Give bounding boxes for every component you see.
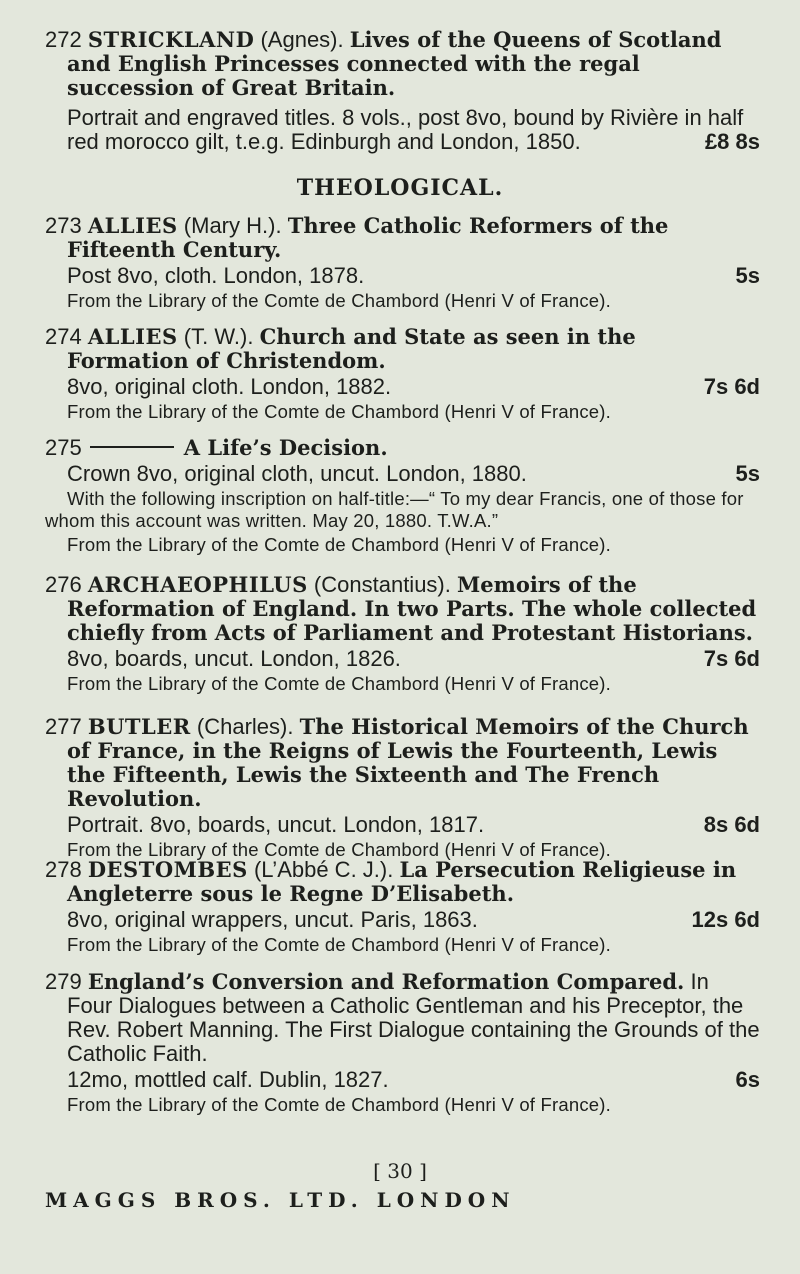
entry-277	[45, 715, 760, 861]
entry-279	[45, 970, 760, 1116]
entry-details: 8vo, original cloth. London, 1882.	[67, 374, 392, 399]
entry-heading	[45, 970, 760, 1066]
entry-details: Crown 8vo, original cloth, uncut. London, 1880.	[67, 461, 527, 486]
entry-author: ALLIES	[87, 324, 178, 349]
entry-provenance: From the Library of the Comte de Chambord (Henri V of France).	[67, 401, 611, 422]
entry-details-row	[45, 813, 760, 837]
entry-number: 278	[45, 857, 82, 882]
entry-author-forename: (Charles).	[196, 714, 294, 739]
entry-author: STRICKLAND	[87, 27, 255, 52]
entry-details-row	[45, 375, 760, 399]
entry-number: 273	[45, 213, 82, 238]
entry-heading	[45, 325, 760, 373]
entry-number: 279	[45, 969, 82, 994]
entry-author: DESTOMBES	[87, 857, 248, 882]
entry-inscription: With the following inscription on half-title:—“ To my dear Francis, one of those for whom this account was written. May 20, 1880. T.W.A.”	[45, 488, 744, 531]
entry-author-forename: (T. W.).	[183, 324, 254, 349]
entry-author-forename: (Constantius).	[313, 572, 451, 597]
entry-price: 7s 6d	[703, 374, 760, 399]
entry-273	[45, 214, 760, 312]
entry-278	[45, 858, 760, 956]
entry-details-row	[45, 462, 760, 486]
publisher-footer: MAGGS BROS. LTD. LONDON	[45, 1188, 516, 1212]
entry-provenance: From the Library of the Comte de Chambord (Henri V of France).	[67, 839, 611, 860]
entry-provenance: From the Library of the Comte de Chambord (Henri V of France).	[67, 934, 611, 955]
entry-heading	[45, 858, 760, 906]
entry-provenance: From the Library of the Comte de Chambord (Henri V of France).	[67, 290, 611, 311]
entry-title: The Historical Memoirs of the Church of France, in the Reigns of Lewis the Fourteenth, Lewis the Fifteenth, Lewis the Sixteenth and The French Revolution.	[67, 714, 749, 811]
entry-price: 5s	[735, 263, 760, 288]
entry-provenance: From the Library of the Comte de Chambord (Henri V of France).	[67, 673, 611, 694]
entry-author: ALLIES	[87, 213, 178, 238]
entry-number: 274	[45, 324, 82, 349]
page-number: [ 30 ]	[373, 1159, 427, 1183]
entry-heading	[45, 573, 760, 645]
entry-subtitle: In Four Dialogues between a Catholic Gentleman and his Preceptor, the Rev. Robert Manning. The First Dialogue containing the Grounds of the Catholic Faith.	[67, 969, 760, 1066]
entry-details-row	[45, 647, 760, 671]
entry-author-forename: (Agnes).	[260, 27, 344, 52]
entry-author: ARCHAEOPHILUS	[87, 572, 308, 597]
entry-heading	[45, 214, 760, 262]
entry-276	[45, 573, 760, 695]
entry-title: Lives of the Queens of Scotland and English Princesses connected with the regal succession of Great Britain.	[67, 27, 722, 100]
entry-title: Memoirs of the Reformation of England. In two Parts. The whole collected chiefly from Acts of Parliament and Protestant Historians.	[67, 572, 757, 645]
entry-author-forename: (Mary H.).	[183, 213, 282, 238]
entry-title: A Life’s Decision.	[183, 435, 388, 460]
entry-details-row	[45, 1068, 760, 1092]
entry-275	[45, 436, 760, 556]
entry-details: 8vo, original wrappers, uncut. Paris, 1863.	[67, 907, 478, 932]
entry-details: Portrait. 8vo, boards, uncut. London, 1817.	[67, 812, 485, 837]
entry-details: 8vo, boards, uncut. London, 1826.	[67, 646, 401, 671]
entry-heading	[45, 436, 760, 460]
entry-details: Portrait and engraved titles. 8 vols., post 8vo, bound by Rivière in half red morocco gilt, t.e.g. Edinburgh and London, 1850.	[67, 105, 744, 154]
entry-number: 272	[45, 27, 82, 52]
entry-number: 275	[45, 435, 82, 460]
entry-title: Church and State as seen in the Formation of Christendom.	[67, 324, 636, 373]
entry-details-row	[45, 264, 760, 288]
ditto-dash	[90, 446, 174, 448]
entry-author-forename: (L’Abbé C. J.).	[253, 857, 394, 882]
entry-price: 8s 6d	[703, 812, 760, 837]
section-title: THEOLOGICAL.	[296, 175, 504, 201]
entry-272	[45, 28, 760, 154]
entry-title: La Persecution Religieuse in Angleterre sous le Regne D’Elisabeth.	[67, 857, 737, 906]
entry-price: 7s 6d	[703, 646, 760, 671]
entry-heading	[45, 28, 760, 100]
entry-price: 5s	[735, 461, 760, 486]
entry-details: Post 8vo, cloth. London, 1878.	[67, 263, 365, 288]
entry-author: BUTLER	[87, 714, 191, 739]
entry-heading	[45, 715, 760, 811]
entry-price: £8 8s	[704, 129, 760, 154]
entry-provenance: From the Library of the Comte de Chambord (Henri V of France).	[67, 534, 611, 555]
entry-price: 6s	[735, 1067, 760, 1092]
entry-provenance: From the Library of the Comte de Chambord (Henri V of France).	[67, 1094, 611, 1115]
entry-details: 12mo, mottled calf. Dublin, 1827.	[67, 1067, 389, 1092]
entry-price: 12s 6d	[691, 907, 760, 932]
entry-number: 276	[45, 572, 82, 597]
entry-274	[45, 325, 760, 423]
entry-number: 277	[45, 714, 82, 739]
entry-title: Three Catholic Reformers of the Fifteenth Century.	[67, 213, 669, 262]
entry-title: England’s Conversion and Reformation Compared.	[87, 969, 685, 994]
entry-details-row	[45, 908, 760, 932]
entry-details-row	[45, 106, 760, 154]
